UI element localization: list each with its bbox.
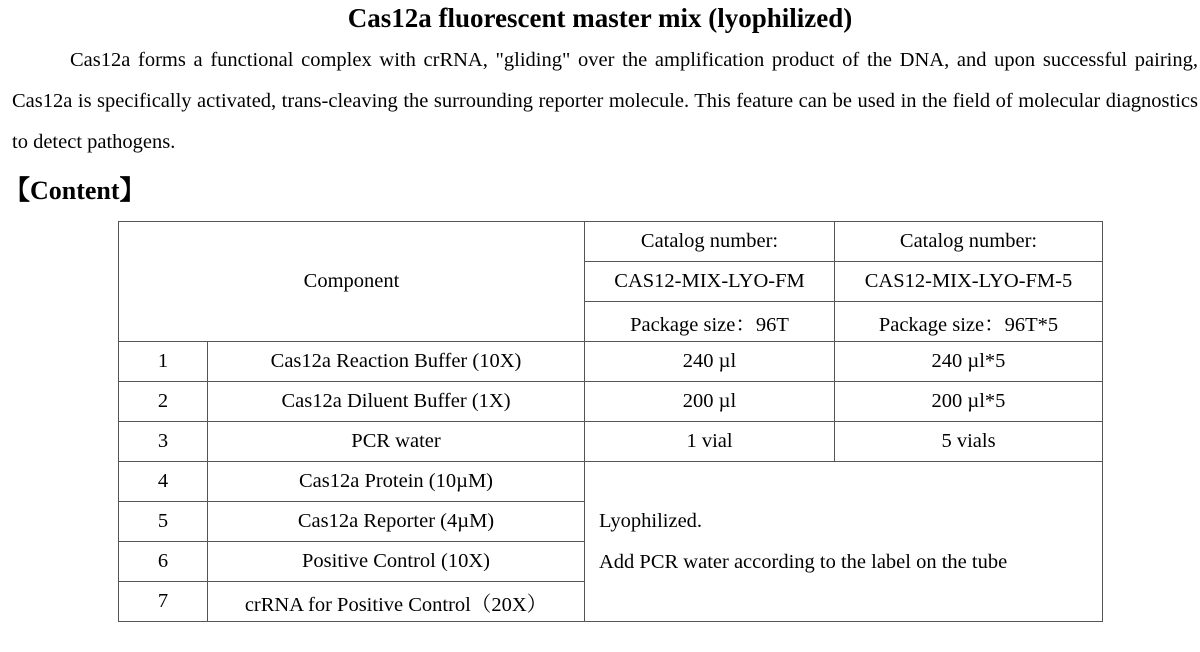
- row-number: 4: [119, 462, 208, 502]
- row-number: 5: [119, 502, 208, 542]
- row-number: 6: [119, 542, 208, 582]
- component-name: Cas12a Reporter (4µM): [208, 502, 585, 542]
- intro-paragraph: Cas12a forms a functional complex with crRNA, "gliding" over the amplification product of the DNA, and upon successful pairing, Cas12a is specifically activated, trans-cleaving the surrounding reporter molecule. This feature can be used in the field of molecular diagnostics to detect pathogens.: [12, 49, 1198, 153]
- quantity-a: 240 µl: [585, 342, 835, 382]
- header-row-catalog-label: [119, 222, 1103, 262]
- notes-line-add-water: Add PCR water according to the label on the tube: [599, 550, 1008, 573]
- quantity-a: 1 vial: [585, 422, 835, 462]
- table-row: [119, 422, 1103, 462]
- catalog-number-a: CAS12-MIX-LYO-FM: [585, 262, 835, 302]
- row-number: 3: [119, 422, 208, 462]
- document-title: Cas12a fluorescent master mix (lyophilized): [347, 3, 853, 33]
- notes-line-lyophilized: Lyophilized.: [599, 509, 703, 532]
- package-size-b: Package size：96T*5: [835, 302, 1103, 342]
- component-name: Cas12a Protein (10µM): [208, 462, 585, 502]
- row-number: 7: [119, 582, 208, 622]
- lyophilized-notes: [585, 462, 1103, 622]
- component-name: PCR water: [208, 422, 585, 462]
- table-row: [119, 462, 1103, 502]
- quantity-b: 240 µl*5: [835, 342, 1103, 382]
- quantity-b: 200 µl*5: [835, 382, 1103, 422]
- catalog-number-b: CAS12-MIX-LYO-FM-5: [835, 262, 1103, 302]
- row-number: 1: [119, 342, 208, 382]
- quantity-b: 5 vials: [835, 422, 1103, 462]
- quantity-a: 200 µl: [585, 382, 835, 422]
- content-section-heading: 【Content】: [4, 176, 146, 205]
- component-name: Cas12a Reaction Buffer (10X): [208, 342, 585, 382]
- table-row: [119, 382, 1103, 422]
- package-size-a: Package size：96T: [585, 302, 835, 342]
- table-row: [119, 342, 1103, 382]
- catalog-label-a: Catalog number:: [585, 222, 835, 262]
- component-name: Positive Control (10X): [208, 542, 585, 582]
- content-table: [118, 221, 1103, 622]
- component-name: Cas12a Diluent Buffer (1X): [208, 382, 585, 422]
- component-name: crRNA for Positive Control（20X）: [208, 582, 585, 622]
- component-header: Component: [119, 222, 585, 342]
- row-number: 2: [119, 382, 208, 422]
- catalog-label-b: Catalog number:: [835, 222, 1103, 262]
